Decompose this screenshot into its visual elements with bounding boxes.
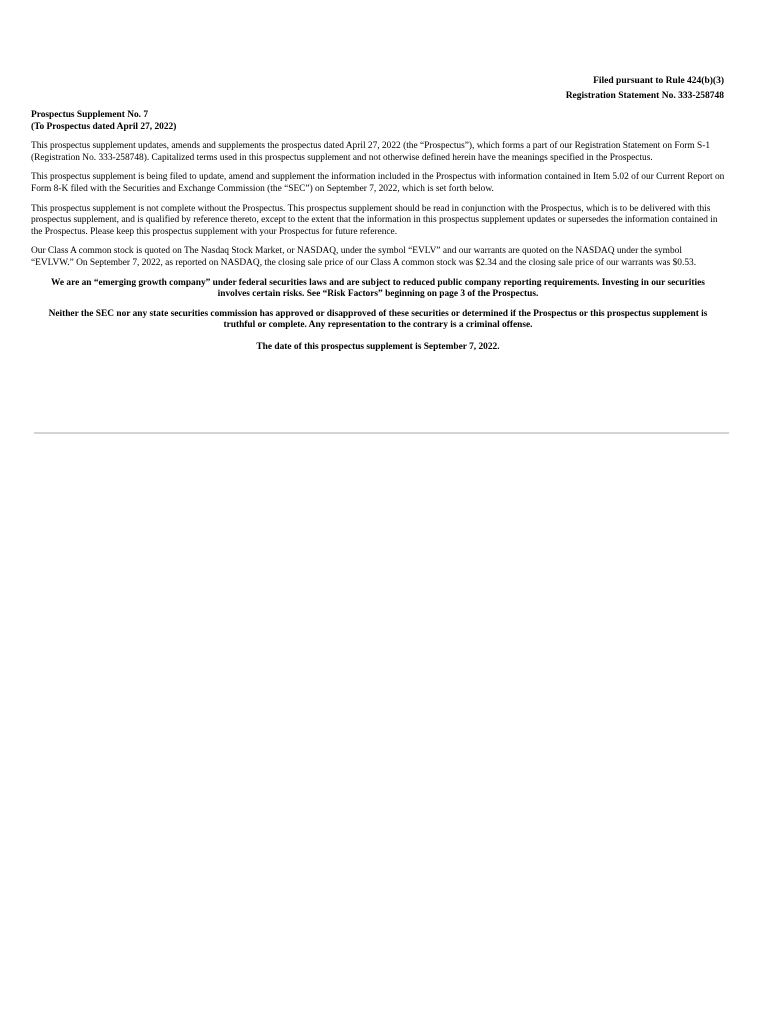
page-divider xyxy=(34,432,729,434)
supplement-number: Prospectus Supplement No. 7 xyxy=(31,110,149,120)
supplement-heading xyxy=(31,110,725,133)
paragraph-intro: This prospectus supplement updates, amends and supplements the prospectus dated April 27, 2022 (the “Prospectus”), which forms a part of our Registration Statement on Form S-1 (Registration No. 333-258748). Capitalized terms used in this prospectus supplement and not otherwise defined herein have the meanings specified in the Prospectus. xyxy=(31,141,711,163)
filing-rule: Filed pursuant to Rule 424(b)(3) xyxy=(593,76,724,86)
filing-header xyxy=(566,74,724,104)
paragraph-purpose: This prospectus supplement is being filed to update, amend and supplement the information included in the Prospectus with information contained in Item 5.02 of our Current Report on Form 8-K filed with the Securities and Exchange Commission (the “SEC”) on September 7, 2022, which is set forth below. xyxy=(31,172,725,194)
paragraph-completeness: This prospectus supplement is not complete without the Prospectus. This prospectus supplement should be read in conjunction with the Prospectus, which is to be delivered with this prospectus supplement, and is qualified by reference thereto, except to the extent that the information in this prospectus supplement updates or supersedes the information contained in the Prospectus. Please keep this prospectus supplement with your Prospectus for future reference. xyxy=(31,203,718,237)
paragraph-market-info: Our Class A common stock is quoted on The Nasdaq Stock Market, or NASDAQ, under the symbol “EVLV” and our warrants are quoted on the NASDAQ under the symbol “EVLVW.” On September 7, 2022, as reported on NASDAQ, the closing sale price of our Class A common stock was $2.34 and the closing sale price of our warrants was $0.53. xyxy=(31,246,697,268)
document-body xyxy=(31,110,725,362)
supplement-date: The date of this prospectus supplement is September 7, 2022. xyxy=(256,341,500,352)
supplement-reference: (To Prospectus dated April 27, 2022) xyxy=(31,121,177,132)
emerging-growth-notice: We are an “emerging growth company” under federal securities laws and are subject to reduced public company reporting requirements. Investing in our securities involves certain risks. See “Risk Factors” beginning on page 3 of the Prospectus. xyxy=(51,277,705,300)
registration-statement: Registration Statement No. 333-258748 xyxy=(565,91,724,101)
sec-disclaimer: Neither the SEC nor any state securities commission has approved or disapproved of these securities or determined if the Prospectus or this prospectus supplement is truthful or complete. Any representation to the contrary is a criminal offense. xyxy=(48,308,708,331)
